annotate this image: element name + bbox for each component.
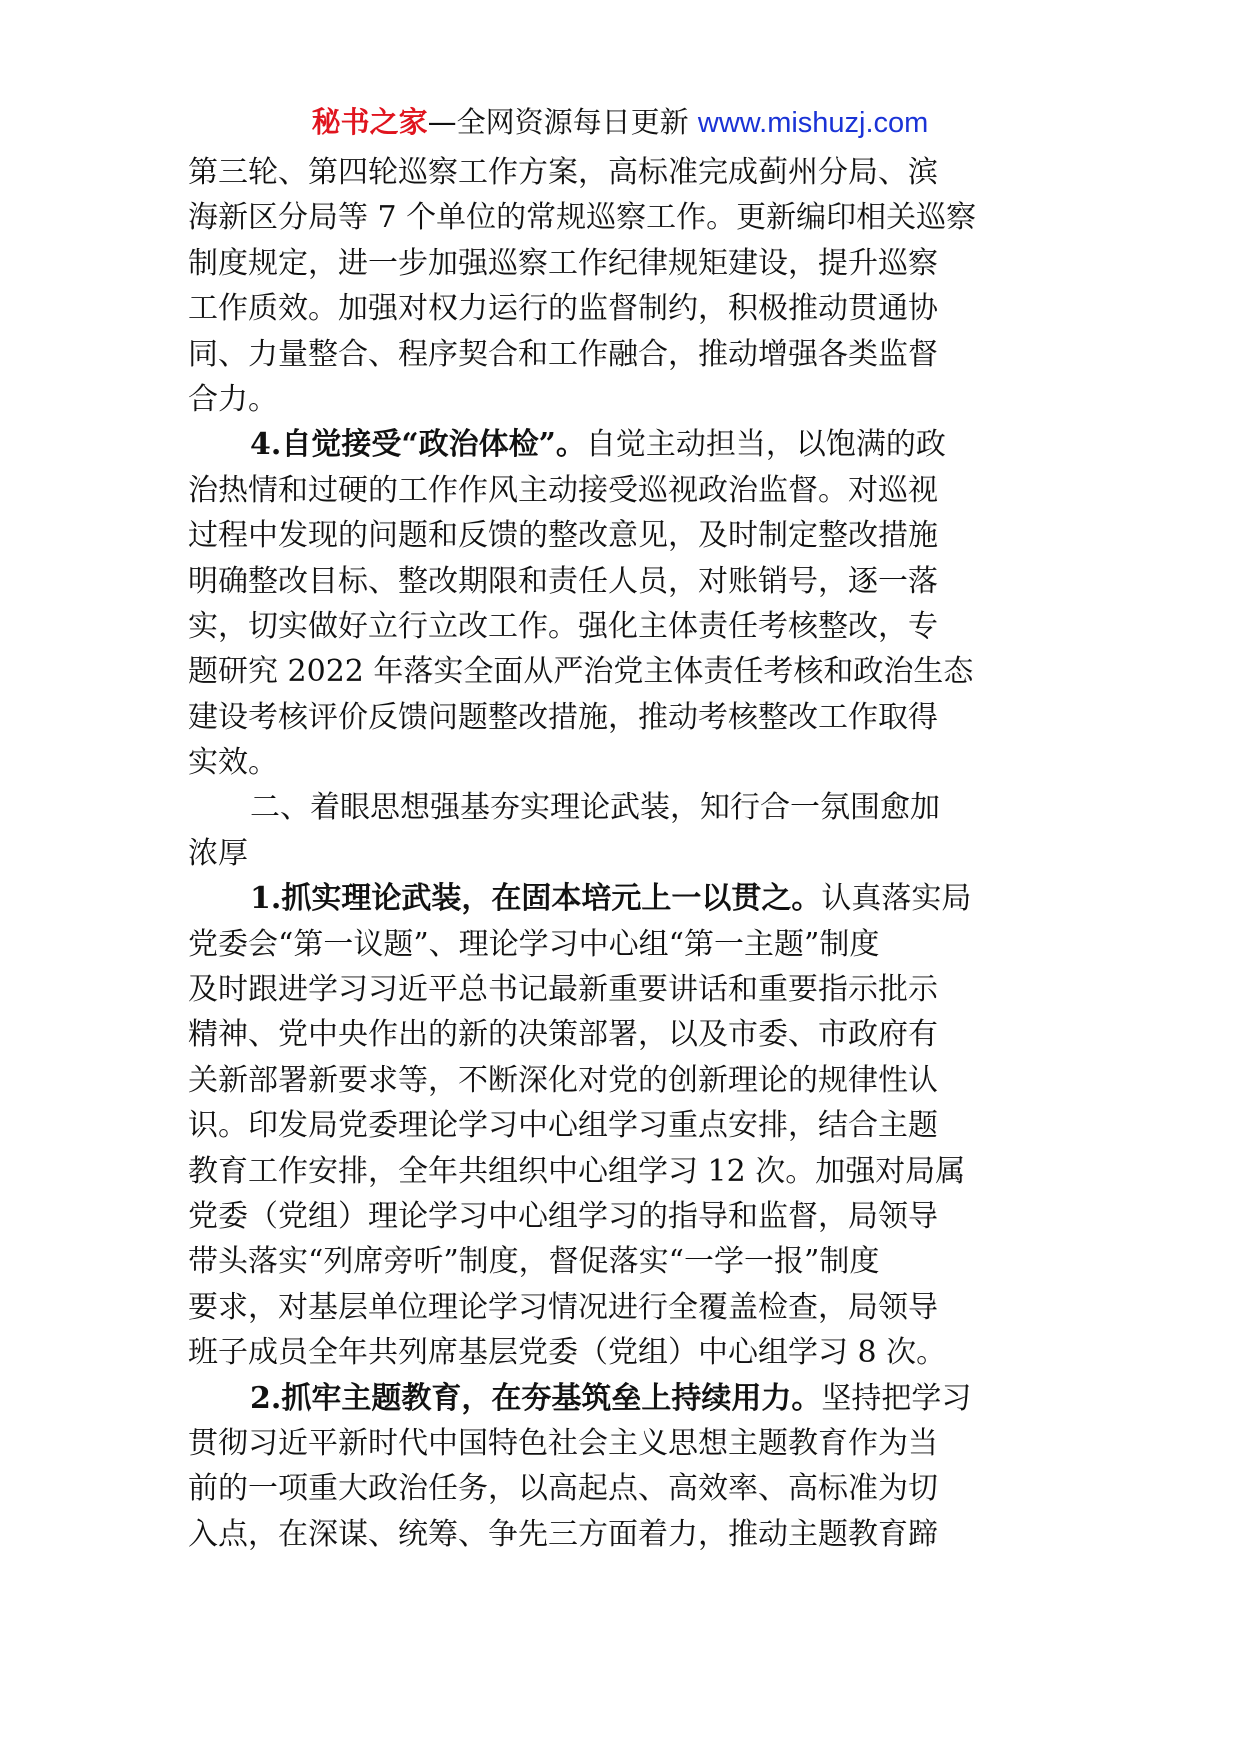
text-line [188, 377, 1060, 422]
line-text: 过程中发现的问题和反馈的整改意见，及时制定整改措施 [188, 518, 938, 554]
line-text: 明确整改目标、整改期限和责任人员，对账销号，逐一落 [188, 563, 938, 599]
text-line [188, 695, 1060, 740]
text-line [188, 559, 1060, 604]
line-text: 制度规定，进一步加强巡察工作纪律规矩建设，提升巡察 [188, 245, 938, 281]
bold-heading: 1.抓实理论武装，在固本培元上一以贯之。 [250, 881, 822, 917]
text-line [188, 286, 1060, 331]
text-line [188, 422, 1060, 467]
bold-heading: 4.自觉接受“政治体检”。 [250, 427, 586, 463]
text-line [188, 332, 1060, 377]
line-text: 党委会“第一议题”、理论学习中心组“第一主题”制度 [188, 926, 880, 962]
text-line [188, 1058, 1060, 1103]
text-line [188, 740, 1060, 785]
text-line [188, 1421, 1060, 1466]
line-text: 识。印发局党委理论学习中心组学习重点安排，结合主题 [188, 1108, 938, 1144]
line-text: 题研究 2022 年落实全面从严治党主体责任考核和政治生态 [188, 654, 974, 690]
line-text: 要求，对基层单位理论学习情况进行全覆盖检查，局领导 [188, 1289, 938, 1325]
line-text: 治热情和过硬的工作作风主动接受巡视政治监督。对巡视 [188, 472, 938, 508]
bold-heading: 2.抓牢主题教育，在夯基筑垒上持续用力。 [250, 1380, 822, 1416]
text-line [188, 922, 1060, 967]
line-text: 关新部署新要求等，不断深化对党的创新理论的规律性认 [188, 1062, 938, 1098]
line-text: 合力。 [188, 381, 278, 417]
text-line [188, 1285, 1060, 1330]
text-line [188, 150, 1060, 195]
document-body [188, 150, 1060, 1557]
line-text: 二、着眼思想强基夯实理论武装，知行合一氛围愈加 [250, 790, 940, 826]
banner-tagline: —全网资源每日更新 [427, 105, 689, 139]
text-line [188, 1239, 1060, 1284]
line-text: 精神、党中央作出的新的决策部署，以及市委、市政府有 [188, 1017, 938, 1053]
text-line [188, 785, 1060, 830]
line-text: 班子成员全年共列席基层党委（党组）中心组学习 8 次。 [188, 1335, 947, 1371]
text-line [188, 967, 1060, 1012]
site-url-link[interactable]: www.mishuzj.com [697, 107, 929, 139]
site-banner [0, 100, 1240, 145]
text-line [188, 604, 1060, 649]
text-line [188, 1012, 1060, 1057]
line-text: 工作质效。加强对权力运行的监督制约，积极推动贯通协 [188, 291, 938, 327]
text-line [188, 513, 1060, 558]
line-text: 坚持把学习 [821, 1380, 972, 1416]
text-line [188, 1103, 1060, 1148]
line-text: 及时跟进学习习近平总书记最新重要讲话和重要指示批示 [188, 972, 938, 1008]
line-text: 实效。 [188, 745, 278, 781]
text-line [188, 1466, 1060, 1511]
text-line [188, 876, 1060, 921]
line-text: 认真落实局 [821, 881, 972, 917]
text-line [188, 831, 1060, 876]
line-text: 入点，在深谋、统筹、争先三方面着力，推动主题教育蹄 [188, 1516, 938, 1552]
line-text: 教育工作安排，全年共组织中心组学习 12 次。加强对局属 [188, 1153, 966, 1189]
line-text: 同、力量整合、程序契合和工作融合，推动增强各类监督 [188, 336, 938, 372]
line-text: 带头落实“列席旁听”制度，督促落实“一学一报”制度 [188, 1244, 880, 1280]
line-text: 浓厚 [188, 835, 248, 871]
line-text: 实，切实做好立行立改工作。强化主体责任考核整改，专 [188, 608, 938, 644]
brand-name: 秘书之家 [311, 105, 428, 139]
line-text: 海新区分局等 7 个单位的常规巡察工作。更新编印相关巡察 [188, 200, 977, 236]
line-text: 第三轮、第四轮巡察工作方案，高标准完成蓟州分局、滨 [188, 155, 938, 190]
text-line [188, 1330, 1060, 1375]
line-text: 党委（党组）理论学习中心组学习的指导和监督，局领导 [188, 1198, 938, 1234]
text-line [188, 468, 1060, 513]
line-text: 建设考核评价反馈问题整改措施，推动考核整改工作取得 [188, 699, 938, 735]
text-line [188, 1194, 1060, 1239]
text-line [188, 1149, 1060, 1194]
text-line [188, 649, 1060, 694]
line-text: 贯彻习近平新时代中国特色社会主义思想主题教育作为当 [188, 1425, 938, 1461]
line-text: 前的一项重大政治任务，以高起点、高效率、高标准为切 [188, 1471, 938, 1507]
text-line [188, 1512, 1060, 1557]
text-line [188, 195, 1060, 240]
line-text: 自觉主动担当，以饱满的政 [585, 427, 946, 463]
text-line [188, 1376, 1060, 1421]
text-line [188, 241, 1060, 286]
